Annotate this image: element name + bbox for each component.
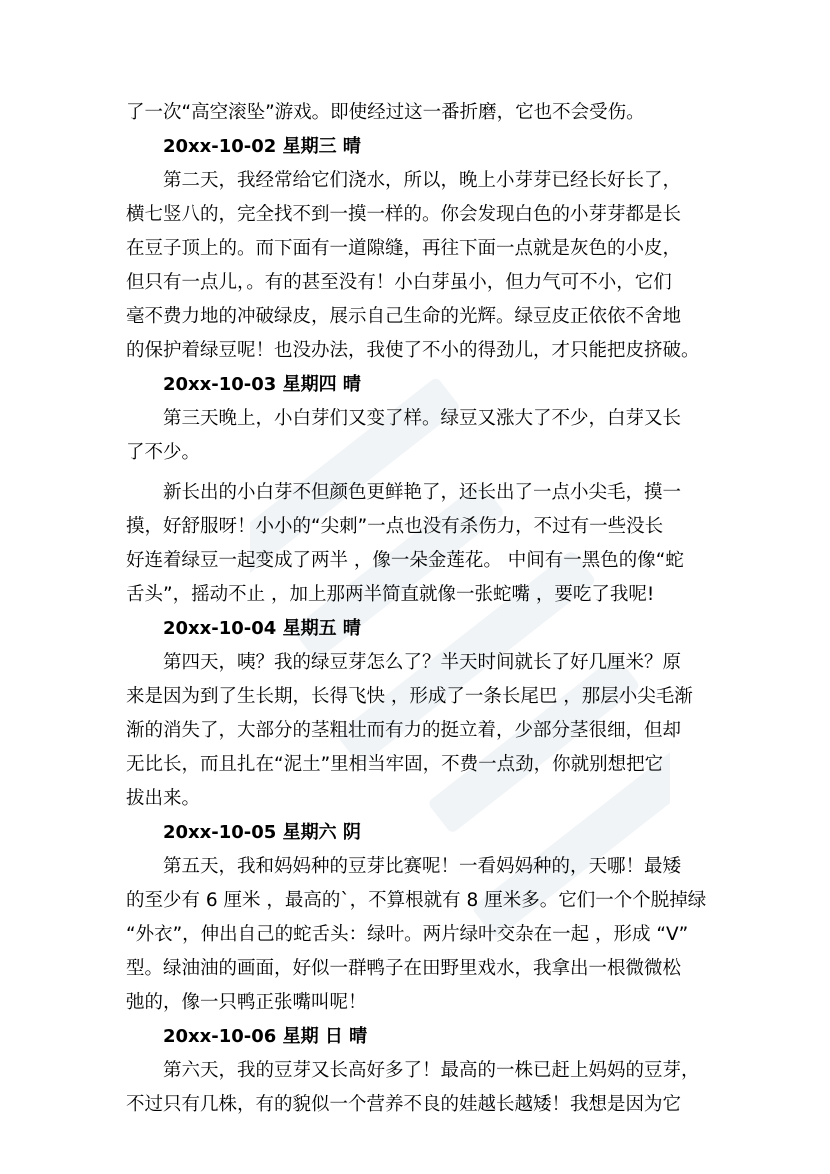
- paragraph-line: 好连着绿豆一起变成了两半 ，像一朵金莲花。 中间有一黑色的像“蛇: [126, 550, 684, 571]
- diary-content: [126, 96, 714, 1122]
- paragraph-line: 渐的消失了，大部分的茎粗壮而有力的挺立着，少部分茎很细，但却: [126, 720, 682, 741]
- paragraph-line: 的至少有 6 厘米 ，最高的`，不算根就有 8 厘米多。它们一个个脱掉绿: [126, 890, 707, 911]
- paragraph-line: 不过只有几株，有的貌似一个营养不良的娃越长越矮！我想是因为它: [126, 1094, 682, 1115]
- paragraph-line: 弛的，像一只鸭正张嘴叫呢！: [126, 992, 367, 1013]
- diary-date-heading: 20xx-10-04 星期五 晴: [163, 618, 361, 639]
- paragraph-line: 但只有一点儿，。有的甚至没有！小白芽虽小，但力气可不小，它们: [126, 272, 672, 293]
- paragraph-line: 的保护着绿豆呢！也没办法，我使了不小的得劲儿，才只能把皮挤破。: [126, 340, 700, 361]
- paragraph-line: 拔出来。: [126, 788, 201, 809]
- diary-paragraph: [126, 164, 714, 368]
- diary-paragraph: [126, 646, 714, 816]
- paragraph-line: 来是因为到了生长期，长得飞快 ，形成了一条长尾巴 ，那层小尖毛渐: [126, 686, 693, 707]
- paragraph-line: 舌头”，摇动不止 ，加上那两半简直就像一张蛇嘴 ，要吃了我呢!: [126, 584, 655, 605]
- paragraph-line: 新长出的小白芽不但颜色更鲜艳了，还长出了一点小尖毛，摸一: [163, 482, 682, 503]
- paragraph-line: “外衣”，伸出自己的蛇舌头：绿叶。两片绿叶交杂在一起 ，形成 “V”: [126, 924, 689, 945]
- paragraph-line: 在豆子顶上的。而下面有一道隙缝，再往下面一点就是灰色的小皮，: [126, 238, 682, 259]
- diary-date-heading: 20xx-10-06 星期 日 晴: [163, 1026, 368, 1047]
- paragraph-line: 第四天，咦？我的绿豆芽怎么了？半天时间就长了好几厘米？原: [163, 652, 682, 673]
- paragraph-line: 了一次“高空滚坠”游戏。即使经过这一番折磨，它也不会受伤。: [126, 102, 645, 123]
- paragraph-line: 摸，好舒服呀！小小的“尖刺”一点也没有杀伤力，不过有一些没长: [126, 516, 664, 537]
- paragraph-line: 第五天，我和妈妈种的豆芽比赛呢！一看妈妈种的，天哪！最矮: [163, 856, 682, 877]
- paragraph-line: 了不少。: [126, 442, 201, 463]
- diary-paragraph: [126, 96, 714, 130]
- paragraph-line: 横七竖八的，完全找不到一摸一样的。你会发现白色的小芽芽都是长: [126, 204, 682, 225]
- diary-date-heading: 20xx-10-03 星期四 晴: [163, 374, 361, 395]
- diary-date-heading: 20xx-10-02 星期三 晴: [163, 136, 361, 157]
- diary-date-heading: 20xx-10-05 星期六 阴: [163, 822, 361, 843]
- paragraph-line: 型。绿油油的画面，好似一群鸭子在田野里戏水，我拿出一根微微松: [126, 958, 682, 979]
- paragraph-line: 第六天，我的豆芽又长高好多了！最高的一株已赶上妈妈的豆芽，: [163, 1060, 700, 1081]
- diary-paragraph: [126, 476, 714, 612]
- paragraph-line: 第三天晚上，小白芽们又变了样。绿豆又涨大了不少，白芽又长: [163, 408, 682, 429]
- diary-paragraph: [126, 402, 714, 470]
- paragraph-line: 毫不费力地的冲破绿皮，展示自己生命的光辉。绿豆皮正依依不舍地: [126, 306, 682, 327]
- paragraph-line: 无比长，而且扎在“泥土”里相当牢固，不费一点劲，你就别想把它: [126, 754, 664, 775]
- diary-paragraph: [126, 1054, 714, 1122]
- paragraph-line: 第二天，我经常给它们浇水，所以，晚上小芽芽已经长好长了，: [163, 170, 682, 191]
- diary-paragraph: [126, 850, 714, 1020]
